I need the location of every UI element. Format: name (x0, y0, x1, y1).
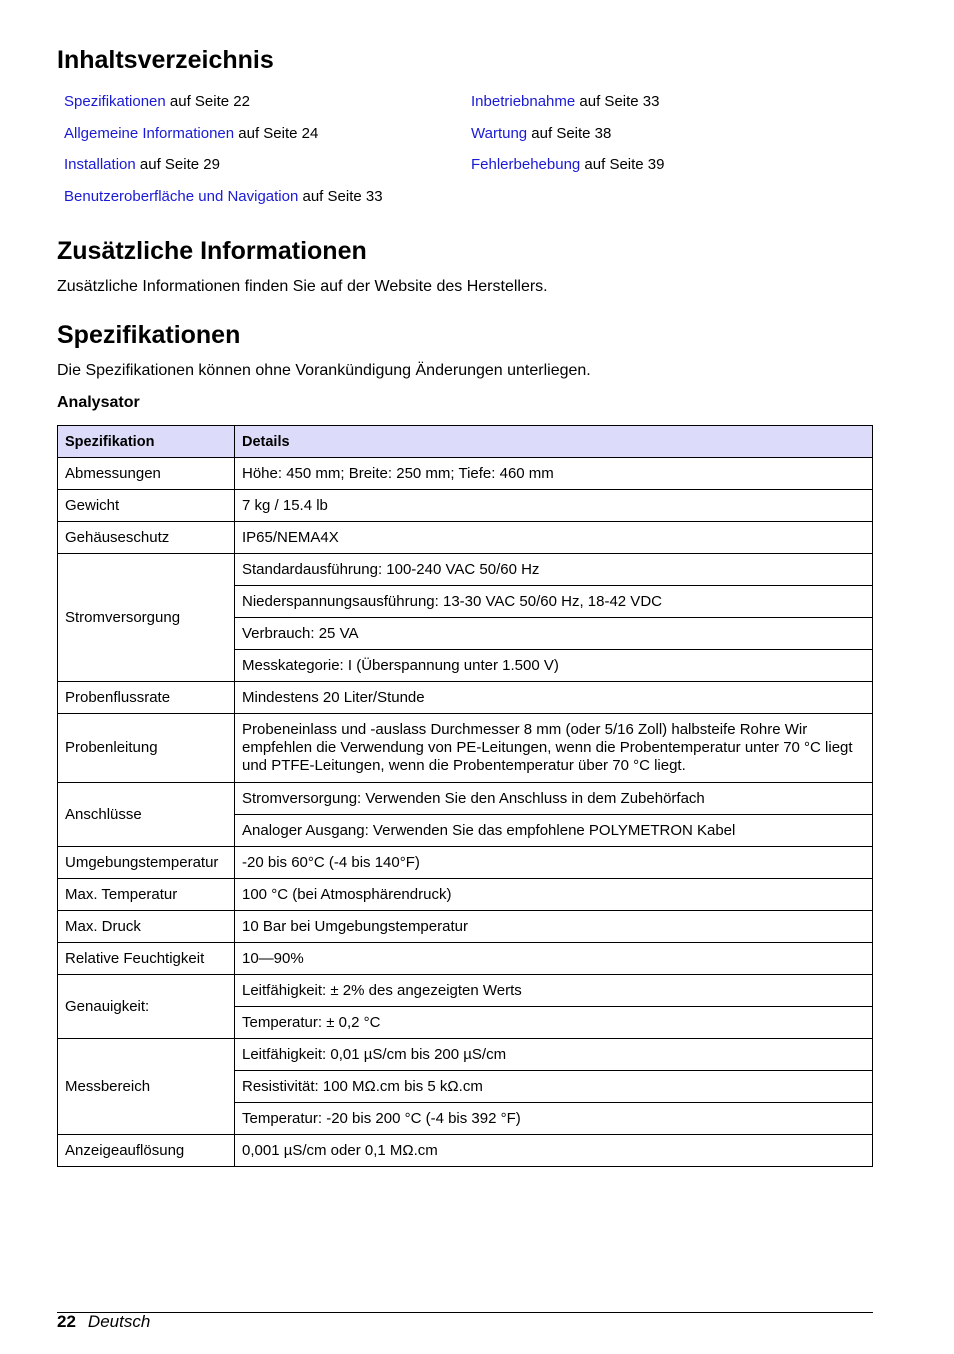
spec-name-cell: Anschlüsse (58, 783, 235, 847)
spec-name-cell: Genauigkeit: (58, 975, 235, 1039)
table-row (58, 975, 873, 1007)
specifications-heading: Spezifikationen (57, 321, 241, 349)
spec-detail-cell: Mindestens 20 Liter/Stunde (235, 682, 873, 714)
spec-detail-cell: Stromversorgung: Verwenden Sie den Anschluss in dem Zubehörfach (235, 783, 873, 815)
page-number: 22 (57, 1312, 76, 1331)
additional-info-heading: Zusätzliche Informationen (57, 237, 367, 265)
spec-name-cell: Relative Feuchtigkeit (58, 943, 235, 975)
specifications-note: Die Spezifikationen können ohne Vorankündigung Änderungen unterliegen. (57, 362, 591, 379)
toc-link[interactable]: Fehlerbehebung (471, 156, 581, 174)
spec-detail-cell: Analoger Ausgang: Verwenden Sie das empfohlene POLYMETRON Kabel (235, 815, 873, 847)
spec-name-cell: Umgebungstemperatur (58, 847, 235, 879)
toc-link[interactable]: Wartung (471, 124, 528, 142)
table-row (58, 943, 873, 975)
toc-page-ref: auf Seite 29 (135, 156, 220, 174)
toc-link[interactable]: Benutzeroberfläche und Navigation (64, 188, 299, 206)
table-row (58, 847, 873, 879)
spec-name-cell: Probenleitung (58, 714, 235, 783)
spec-detail-cell: -20 bis 60°C (-4 bis 140°F) (235, 847, 873, 879)
spec-detail-cell: Leitfähigkeit: ± 2% des angezeigten Werts (235, 975, 873, 1007)
table-row (58, 911, 873, 943)
toc-entry (471, 126, 611, 141)
spec-detail-cell: IP65/NEMA4X (235, 522, 873, 554)
toc-entry (64, 157, 220, 172)
spec-detail-cell: Temperatur: -20 bis 200 °C (-4 bis 392 °F) (235, 1103, 873, 1135)
spec-detail-cell: 10 Bar bei Umgebungstemperatur (235, 911, 873, 943)
toc-entry (64, 126, 318, 141)
page-footer (57, 1313, 150, 1330)
spec-detail-cell: Temperatur: ± 0,2 °C (235, 1007, 873, 1039)
spec-name-cell: Messbereich (58, 1039, 235, 1135)
footer-rule (57, 1312, 873, 1313)
table-row (58, 490, 873, 522)
toc-link[interactable]: Inbetriebnahme (471, 93, 576, 110)
spec-name-cell: Probenflussrate (58, 682, 235, 714)
spec-detail-cell: Leitfähigkeit: 0,01 µS/cm bis 200 µS/cm (235, 1039, 873, 1071)
spec-name-cell: Anzeigeauflösung (58, 1135, 235, 1167)
spec-detail-cell: Probeneinlass und -auslass Durchmesser 8 mm (oder 5/16 Zoll) halbsteife Rohre Wir empfehlen die Verwendung von PE-Leitungen, wenn die Probentemperatur unter 70 °C liegt und PTFE-Leitungen, wenn die Probentemperatur über 70 °C liegt. (235, 714, 873, 783)
spec-detail-cell: Standardausführung: 100-240 VAC 50/60 Hz (235, 554, 873, 586)
spec-detail-cell: 7 kg / 15.4 lb (235, 490, 873, 522)
table-header-row (58, 426, 873, 458)
analyzer-subheading: Analysator (57, 394, 140, 411)
spec-name-cell: Max. Temperatur (58, 879, 235, 911)
table-row (58, 1135, 873, 1167)
toc-entry (471, 94, 659, 109)
toc-entry (471, 157, 665, 172)
spec-detail-cell: Resistivität: 100 MΩ.cm bis 5 kΩ.cm (235, 1071, 873, 1103)
additional-info-text: Zusätzliche Informationen finden Sie auf der Website des Herstellers. (57, 278, 548, 295)
toc-heading: Inhaltsverzeichnis (57, 46, 274, 74)
table-row (58, 1039, 873, 1071)
table-row (58, 682, 873, 714)
toc-entry (64, 94, 250, 109)
table-row (58, 714, 873, 783)
spec-detail-cell: 100 °C (bei Atmosphärendruck) (235, 879, 873, 911)
specifications-table (57, 425, 873, 1167)
spec-name-cell: Gehäuseschutz (58, 522, 235, 554)
table-row (58, 458, 873, 490)
spec-detail-cell: Verbrauch: 25 VA (235, 618, 873, 650)
toc-link[interactable]: Spezifikationen (64, 93, 166, 110)
header-specification: Spezifikation (58, 426, 235, 458)
spec-detail-cell: Niederspannungsausführung: 13-30 VAC 50/60 Hz, 18-42 VDC (235, 586, 873, 618)
toc-link[interactable]: Installation (64, 156, 136, 174)
toc-page-ref: auf Seite 39 (580, 156, 665, 174)
toc-page-ref: auf Seite 38 (527, 124, 612, 142)
spec-name-cell: Stromversorgung (58, 554, 235, 682)
spec-detail-cell: Höhe: 450 mm; Breite: 250 mm; Tiefe: 460 mm (235, 458, 873, 490)
spec-detail-cell: 0,001 µS/cm oder 0,1 MΩ.cm (235, 1135, 873, 1167)
table-row (58, 554, 873, 586)
table-row (58, 522, 873, 554)
toc-page-ref: auf Seite 22 (165, 93, 250, 110)
toc-entry (64, 189, 383, 204)
table-row (58, 879, 873, 911)
toc-page-ref: auf Seite 33 (298, 188, 383, 206)
table-row (58, 783, 873, 815)
header-details: Details (235, 426, 873, 458)
spec-detail-cell: Messkategorie: I (Überspannung unter 1.500 V) (235, 650, 873, 682)
spec-name-cell: Max. Druck (58, 911, 235, 943)
toc-page-ref: auf Seite 33 (575, 93, 660, 110)
toc-link[interactable]: Allgemeine Informationen (64, 124, 235, 142)
spec-detail-cell: 10—90% (235, 943, 873, 975)
toc-page-ref: auf Seite 24 (234, 124, 319, 142)
spec-name-cell: Gewicht (58, 490, 235, 522)
footer-language: Deutsch (87, 1312, 151, 1331)
spec-name-cell: Abmessungen (58, 458, 235, 490)
